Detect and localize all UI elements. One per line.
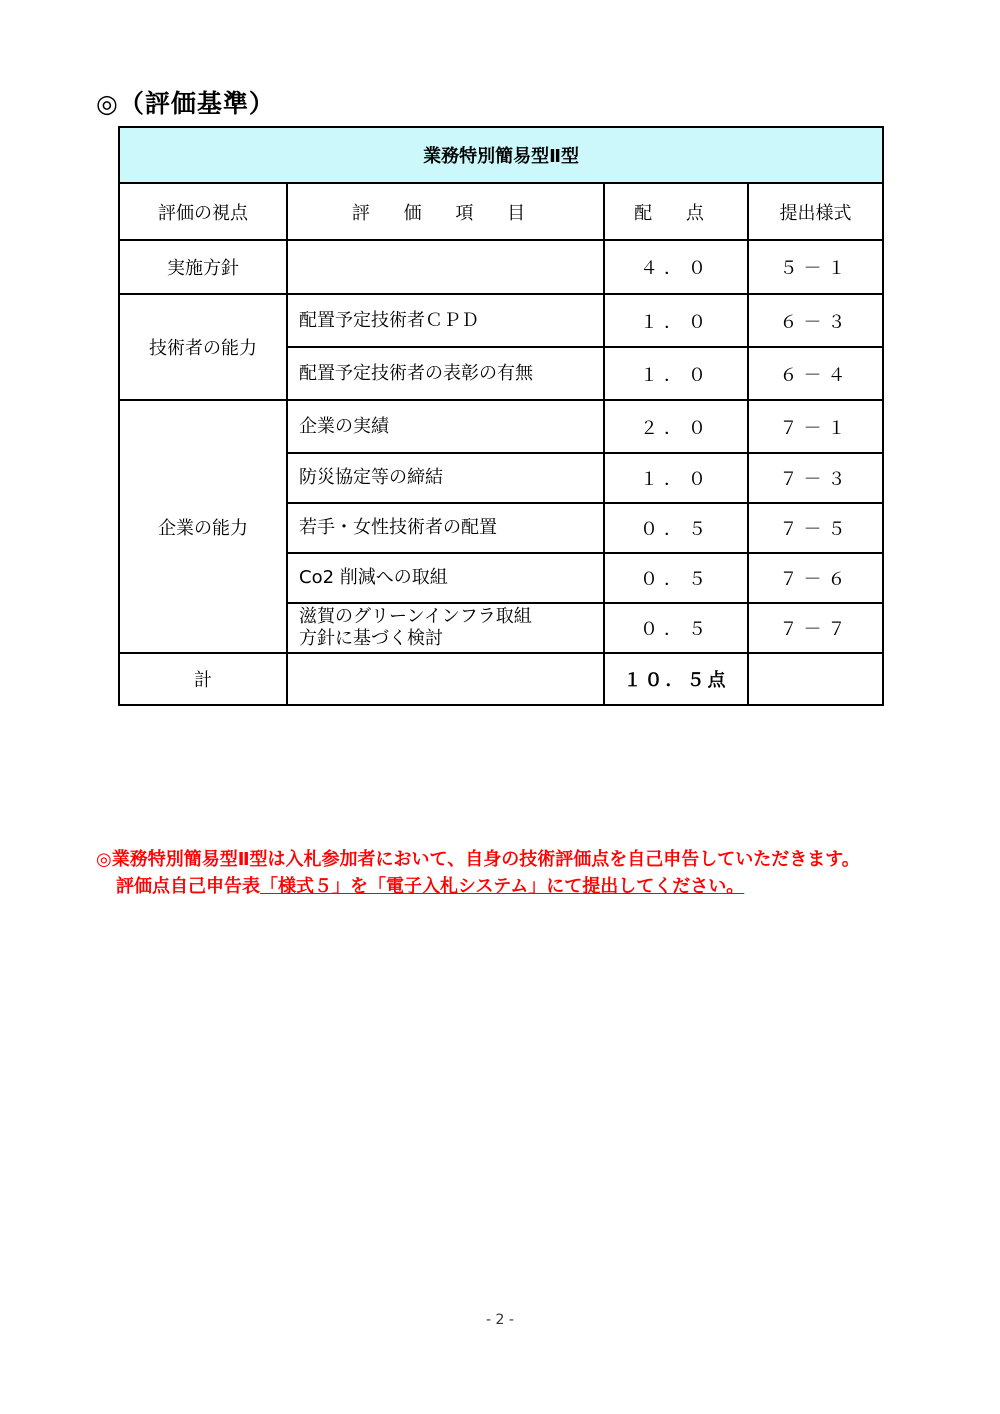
perspective-cell: 企業の能力	[119, 400, 287, 653]
form-cell: ５－１	[748, 240, 883, 294]
header-perspective: 評価の視点	[119, 183, 287, 240]
form-cell: ７－３	[748, 453, 883, 503]
table-row	[119, 294, 883, 347]
header-item: 評 価 項 目	[287, 183, 604, 240]
total-label: 計	[119, 653, 287, 705]
item-cell: Co2 削減への取組	[287, 553, 604, 603]
total-row	[119, 653, 883, 705]
perspective-cell: 実施方針	[119, 240, 287, 294]
total-points: １０．５点	[604, 653, 748, 705]
item-line: 方針に基づく検討	[299, 628, 443, 649]
form-cell: ７－１	[748, 400, 883, 453]
item-cell	[287, 603, 604, 653]
form-cell: ６－４	[748, 347, 883, 400]
form-cell: ７－５	[748, 503, 883, 553]
points-cell: １．０	[604, 294, 748, 347]
note-line-1: ◎業務特別簡易型Ⅱ型は入札参加者において、自身の技術評価点を自己申告していただきます。	[96, 849, 860, 870]
table-title: 業務特別簡易型Ⅱ型	[119, 127, 883, 183]
perspective-cell: 技術者の能力	[119, 294, 287, 400]
points-cell: ０．５	[604, 603, 748, 653]
points-cell: １．０	[604, 453, 748, 503]
header-points: 配 点	[604, 183, 748, 240]
table-header-row	[119, 183, 883, 240]
points-cell: ０．５	[604, 553, 748, 603]
note-underlined-text: 「様式５」を「電子入札システム」にて提出してください。	[260, 876, 745, 897]
submission-note	[96, 846, 912, 900]
section-heading: ◎（評価基準）	[96, 89, 275, 118]
item-cell	[287, 240, 604, 294]
item-cell: 企業の実績	[287, 400, 604, 453]
total-form-cell	[748, 653, 883, 705]
form-cell: ７－６	[748, 553, 883, 603]
table-row	[119, 400, 883, 453]
item-cell: 防災協定等の締結	[287, 453, 604, 503]
item-cell: 若手・女性技術者の配置	[287, 503, 604, 553]
item-cell: 配置予定技術者の表彰の有無	[287, 347, 604, 400]
points-cell: ２．０	[604, 400, 748, 453]
table-row	[119, 240, 883, 294]
form-cell: ７－７	[748, 603, 883, 653]
note-line-2	[96, 873, 912, 900]
page-number: - 2 -	[486, 1312, 514, 1328]
evaluation-criteria-table	[118, 126, 884, 706]
points-cell: ４．０	[604, 240, 748, 294]
points-cell: ０．５	[604, 503, 748, 553]
points-cell: １．０	[604, 347, 748, 400]
item-cell: 配置予定技術者ＣＰＤ	[287, 294, 604, 347]
note-plain-text: 評価点自己申告表	[116, 876, 260, 897]
header-form: 提出様式	[748, 183, 883, 240]
form-cell: ６－３	[748, 294, 883, 347]
item-line: 滋賀のグリーンインフラ取組	[299, 606, 532, 627]
total-item-cell	[287, 653, 604, 705]
